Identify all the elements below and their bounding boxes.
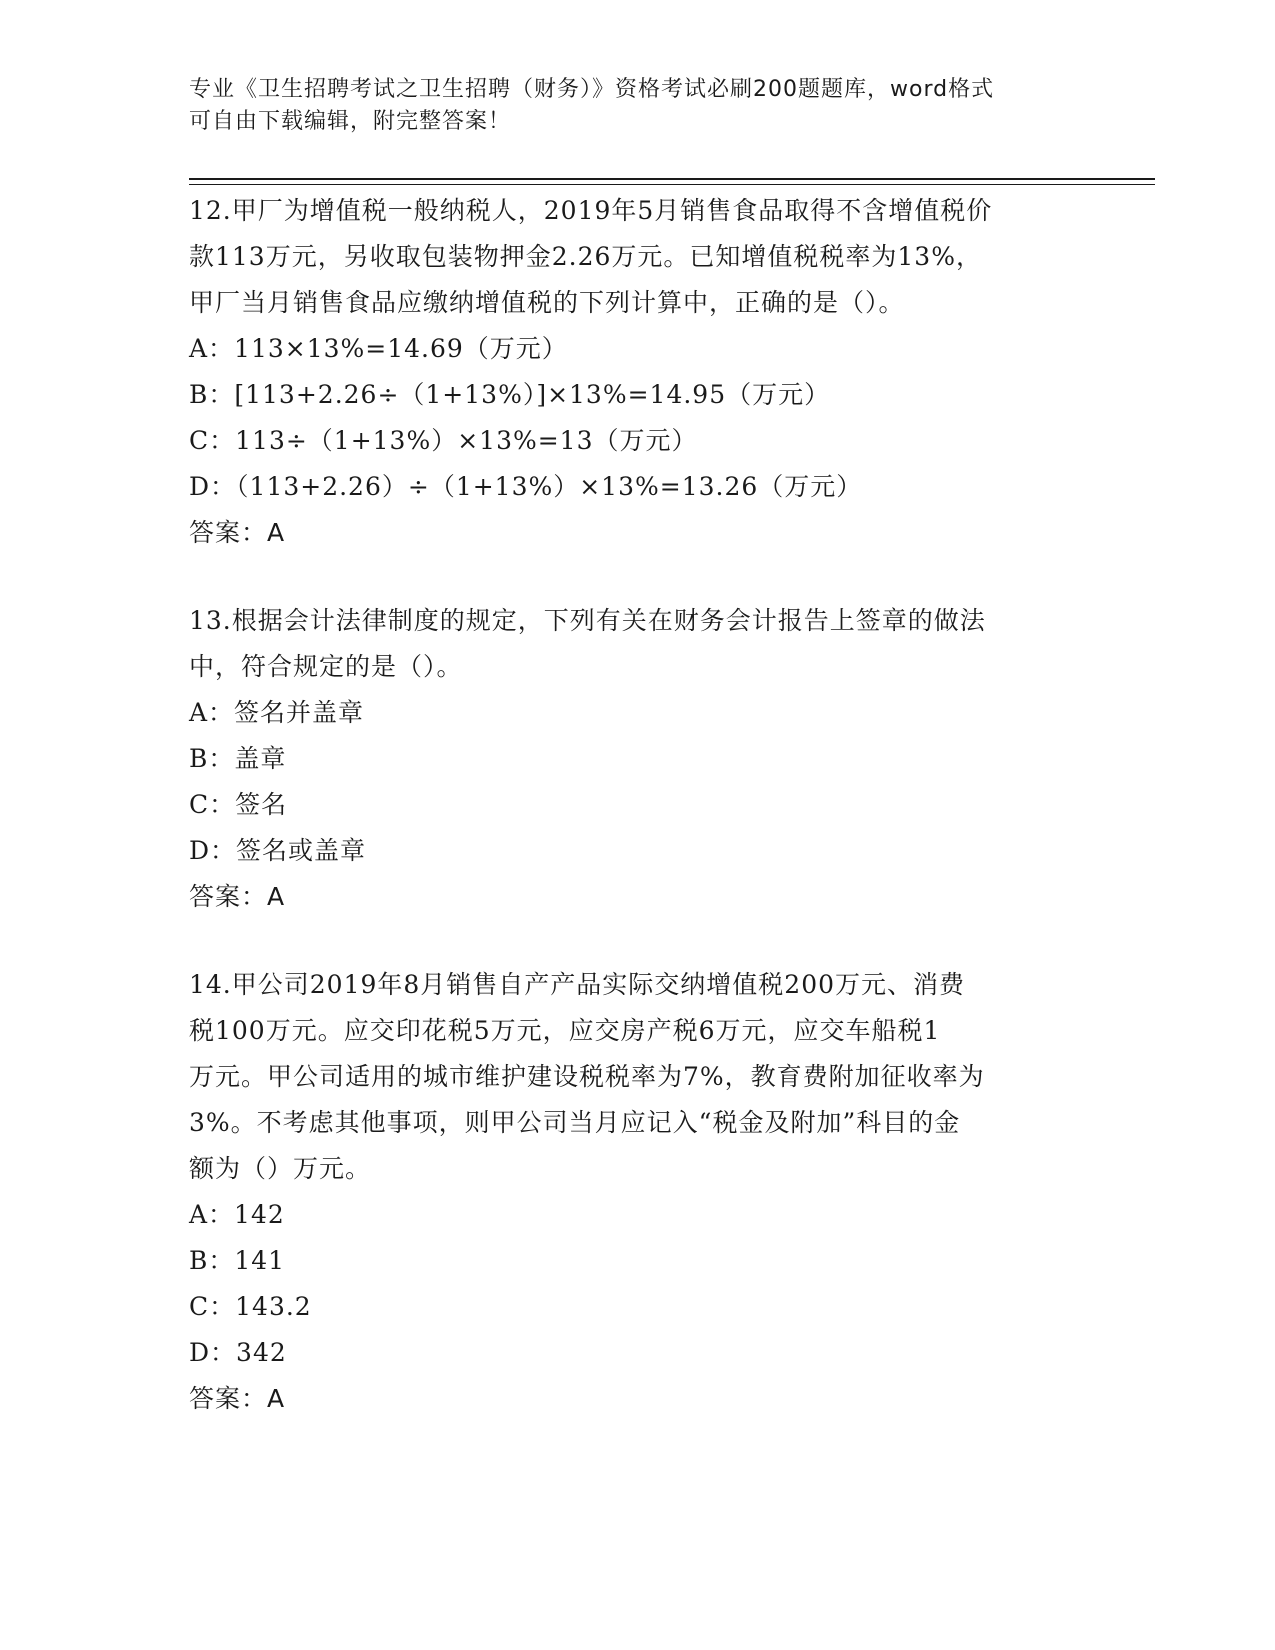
answer-line: 答案：A [189, 882, 286, 911]
option-d: D：342 [189, 1338, 287, 1367]
header-rule-thin [189, 184, 1155, 185]
header-line-1: 专业《卫生招聘考试之卫生招聘（财务）》资格考试必刷200题题库，word格式 [189, 77, 995, 102]
question-text-line: 14.甲公司2019年8月销售自产产品实际交纳增值税200万元、消费 [189, 970, 966, 999]
option-b: B：盖章 [189, 744, 287, 773]
question-13 [189, 598, 1089, 920]
question-text-line: 中，符合规定的是（）。 [189, 652, 463, 681]
question-text-line: 3%。不考虑其他事项，则甲公司当月应记入“税金及附加”科目的金 [189, 1108, 961, 1137]
header-rule-thick [189, 178, 1155, 180]
question-text-line: 甲厂当月销售食品应缴纳增值税的下列计算中，正确的是（）。 [189, 288, 905, 317]
option-c: C：143.2 [189, 1292, 312, 1321]
option-b: B：[113+2.26÷（1+13%）]×13%=14.95（万元） [189, 380, 831, 409]
option-d: D：（113+2.26）÷（1+13%）×13%=13.26（万元） [189, 472, 863, 501]
question-text-line: 13.根据会计法律制度的规定，下列有关在财务会计报告上签章的做法 [189, 606, 986, 635]
question-text-line: 款113万元，另收取包装物押金2.26万元。已知增值税税率为13%， [189, 242, 982, 271]
option-b: B：141 [189, 1246, 286, 1275]
question-text-line: 额为（）万元。 [189, 1154, 372, 1183]
option-a: A：113×13%=14.69（万元） [189, 334, 568, 363]
option-a: A：签名并盖章 [189, 698, 365, 727]
question-14 [189, 962, 1089, 1422]
option-c: C：签名 [189, 790, 288, 819]
question-text-line: 12.甲厂为增值税一般纳税人，2019年5月销售食品取得不含增值税价 [189, 196, 993, 225]
question-text-line: 税100万元。应交印花税5万元，应交房产税6万元，应交车船税1 [189, 1016, 941, 1045]
option-d: D：签名或盖章 [189, 836, 367, 865]
answer-line: 答案：A [189, 518, 286, 547]
option-c: C：113÷（1+13%）×13%=13（万元） [189, 426, 698, 455]
question-12 [189, 188, 1089, 556]
answer-line: 答案：A [189, 1384, 286, 1413]
question-text-line: 万元。甲公司适用的城市维护建设税税率为7%，教育费附加征收率为 [189, 1062, 985, 1091]
option-a: A：142 [189, 1200, 285, 1229]
document-header [189, 74, 1069, 138]
header-line-2: 可自由下载编辑，附完整答案！ [189, 109, 512, 134]
